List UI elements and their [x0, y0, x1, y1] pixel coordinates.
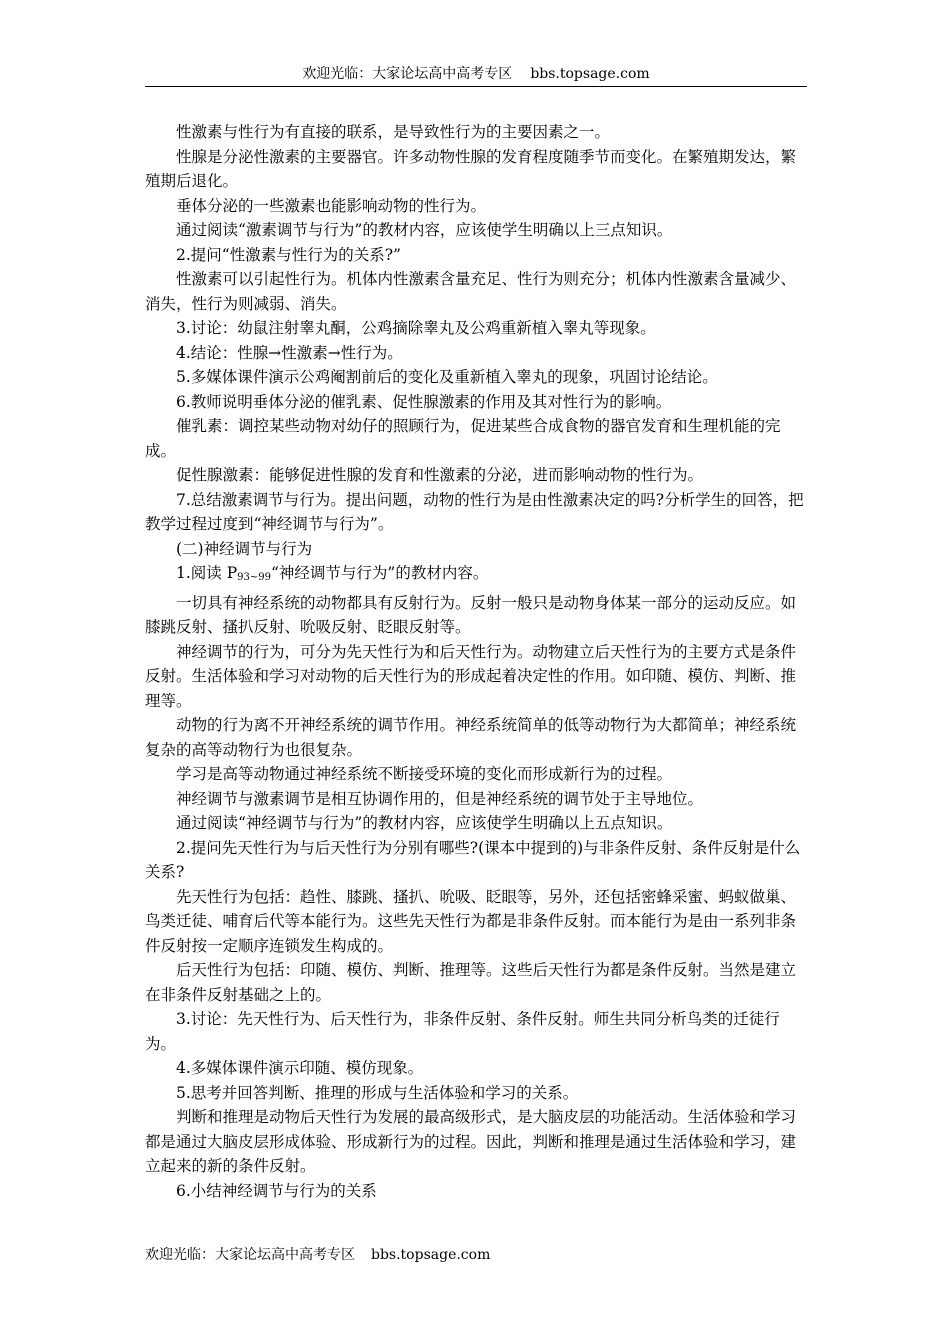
paragraph: 2.提问先天性行为与后天性行为分别有哪些?(课本中提到的)与非条件反射、条件反射是什么关系?	[145, 838, 801, 881]
reading-prefix: 1.阅读 P	[176, 564, 238, 582]
document-body	[145, 120, 807, 1203]
paragraph: 3.讨论：先天性行为、后天性行为，非条件反射、条件反射。师生共同分析鸟类的迁徒行为。	[145, 1010, 780, 1053]
paragraph: 2.提问“性激素与性行为的关系?”	[176, 245, 401, 264]
paragraph: 催乳素：调控某些动物对幼仔的照顾行为，促进某些合成食物的器官发育和生理机能的完成。	[145, 417, 781, 460]
page-header	[145, 62, 807, 87]
paragraph: 性激素与性行为有直接的联系，是导致性行为的主要因素之一。	[176, 123, 611, 141]
paragraph: 6.教师说明垂体分泌的催乳素、促性腺激素的作用及其对性行为的影响。	[176, 392, 672, 411]
paragraph: 先天性行为包括：趋性、膝跳、搔扒、吮吸、眨眼等，另外，还包括密蜂采蜜、蚂蚁做巢、鸟类迁徒、哺育后代等本能行为。这些先天性行为都是非条件反射。而本能行为是由一系列非条件反射按一定顺序连锁发生构成的。	[145, 887, 797, 955]
paragraph: 动物的行为离不开神经系统的调节作用。神经系统简单的低等动物行为大都简单；神经系统复杂的高等动物行为也很复杂。	[145, 716, 797, 759]
paragraph: 通过阅读“神经调节与行为”的教材内容，应该使学生明确以上五点知识。	[176, 814, 673, 832]
page-range-subscript: 93~99	[237, 572, 271, 583]
paragraph: 垂体分泌的一些激素也能影响动物的性行为。	[176, 196, 487, 215]
header-url[interactable]: bbs.topsage.com	[530, 66, 650, 82]
paragraph: 6.小结神经调节与行为的关系	[176, 1181, 377, 1200]
paragraph: 4.多媒体课件演示印随、模仿现象。	[176, 1059, 424, 1077]
paragraph: 性腺是分泌性激素的主要器官。许多动物性腺的发育程度随季节而变化。在繁殖期发达，繁殖期后退化。	[145, 147, 797, 190]
paragraph: 一切具有神经系统的动物都具有反射行为。反射一般只是动物身体某一部分的运动反应。如膝跳反射、搔扒反射、吮吸反射、眨眼反射等。	[145, 593, 797, 636]
paragraph: 判断和推理是动物后天性行为发展的最高级形式，是大脑皮层的功能活动。生活体验和学习都是通过大脑皮层形成体验、形成新行为的过程。因此，判断和推理是通过生活体验和学习，建立起来的新的条件反射。	[145, 1108, 797, 1175]
paragraph: 神经调节的行为，可分为先天性行为和后天性行为。动物建立后天性行为的主要方式是条件反射。生活体验和学习对动物的后天性行为的形成起着决定性的作用。如印随、模仿、判断、推理等。	[145, 642, 797, 710]
paragraph: 促性腺激素：能够促进性腺的发育和性激素的分泌，进而影响动物的性行为。	[176, 466, 704, 484]
paragraph: 神经调节与激素调节是相互协调作用的，但是神经系统的调节处于主导地位。	[176, 789, 704, 808]
paragraph: 7.总结激素调节与行为。提出问题，动物的性行为是由性激素决定的吗?分析学生的回答，把教学过程过度到“神经调节与行为”。	[145, 490, 804, 533]
paragraph: 后天性行为包括：印随、模仿、判断、推理等。这些后天性行为都是条件反射。当然是建立在非条件反射基础之上的。	[145, 961, 797, 1004]
header-site-name: 欢迎光临：大家论坛高中高考专区	[302, 66, 513, 82]
section-heading: (二)神经调节与行为	[176, 539, 313, 558]
paragraph: 性激素可以引起性行为。机体内性激素含量充足、性行为则充分；机体内性激素含量减少、消失，性行为则减弱、消失。	[145, 270, 797, 313]
paragraph: 4.结论：性腺→性激素→性行为。	[176, 343, 403, 362]
paragraph: 5.多媒体课件演示公鸡阉割前后的变化及重新植入睾丸的现象，巩固讨论结论。	[176, 368, 718, 386]
page-footer	[145, 1245, 490, 1265]
reading-suffix: “神经调节与行为”的教材内容。	[270, 564, 489, 582]
paragraph: 3.讨论：幼鼠注射睾丸酮，公鸡摘除睾丸及公鸡重新植入睾丸等现象。	[176, 319, 656, 337]
paragraph: 通过阅读“激素调节与行为”的教材内容，应该使学生明确以上三点知识。	[176, 221, 673, 239]
paragraph: 5.思考并回答判断、推理的形成与生活体验和学习的关系。	[176, 1083, 579, 1102]
paragraph: 学习是高等动物通过神经系统不断接受环境的变化而形成新行为的过程。	[176, 765, 673, 783]
footer-site-name: 欢迎光临：大家论坛高中高考专区	[145, 1247, 355, 1263]
footer-url[interactable]: bbs.topsage.com	[371, 1247, 491, 1263]
reading-paragraph	[145, 561, 807, 591]
